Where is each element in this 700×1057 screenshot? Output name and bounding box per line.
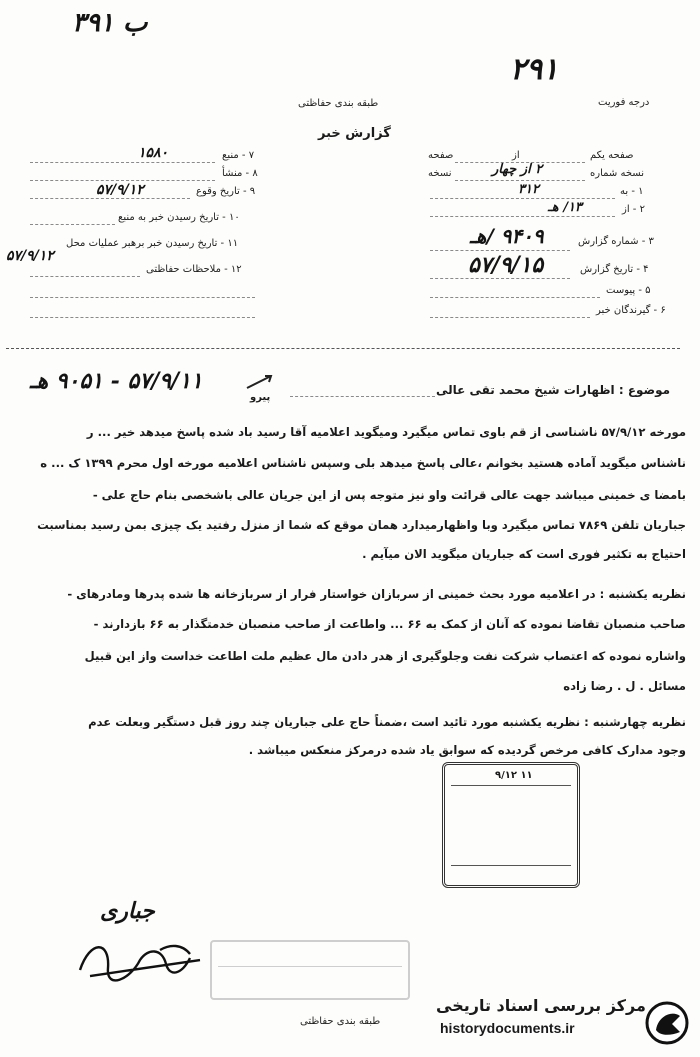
field-security-notes-line-2 <box>30 297 255 298</box>
field-received-by-source-label: ۱۰ - تاریخ رسیدن خبر به منبع <box>118 212 240 223</box>
field-recipients-label: ۶ - گیرندگان خبر <box>596 305 666 316</box>
reference-stamp-word: پیرو <box>250 392 271 403</box>
field-security-notes-label: ۱۲ - ملاحظات حفاظتی <box>146 264 242 275</box>
field-from-value: ۱۳/ هـ <box>548 200 582 215</box>
top-left-archive-number: ب ۳۹۱ <box>72 8 148 38</box>
field-copy-label: نسخه شماره <box>590 168 644 179</box>
field-received-by-ops-label: ۱۱ - تاریخ رسیدن خبر برهبر عملیات محل <box>66 238 239 249</box>
field-from-label: ۲ - از <box>622 204 645 215</box>
receipt-stamp-divider <box>218 966 402 967</box>
opinion-line: واشاره نموده که اعتصاب شرکت نفت وجلوگیری از هدر دادن مال عظیم ملت اطاعت خداست واز این قبیل <box>84 649 686 663</box>
field-report-number-line <box>430 250 570 251</box>
field-page-of: از <box>512 150 520 161</box>
field-source-line <box>30 162 215 163</box>
body-line: مورخه ۵۷/۹/۱۲ ناشناسی از قم باوی تماس میگیرد ومیگوید اعلامیه آقا رسید باد شده پاسخ میدهد خیر ... ر <box>86 425 686 439</box>
field-copy-value: ۲ از چهار <box>492 162 543 177</box>
field-report-date-value: ۵۷/۹/۱۵ <box>468 252 544 278</box>
signature-name: جباری <box>100 898 155 924</box>
priority-label: درجه فوریت <box>598 97 650 108</box>
field-occurrence-date-line <box>30 198 190 199</box>
stamp-divider <box>451 865 571 866</box>
field-page-text: صفحه یکم <box>590 150 634 161</box>
field-to-line <box>430 198 615 199</box>
field-report-number-value: ۹۴۰۹ /هـ <box>470 224 544 248</box>
opinion-line: مسائل . ل . رضا زاده <box>563 679 686 693</box>
field-received-by-ops-value: ۵۷/۹/۱۲ <box>6 248 54 264</box>
field-to-value: ۳۱۲ <box>518 182 539 197</box>
opinion-line: نظریه چهارشنبه : نظریه یکشنبه مورد تائید است ،ضمناً حاج علی جباریان چند روز قبل دستگیر وبعلت عدم <box>88 715 686 729</box>
signature-scribble-icon <box>70 930 210 1000</box>
body-line: احتیاج به تکثیر فوری است که جباریان میگوید الان میآیم . <box>362 547 686 561</box>
field-to-label: ۱ - به <box>620 186 644 197</box>
reference-stamp-arrow-icon <box>245 372 275 394</box>
subject-line-rule <box>290 396 435 397</box>
classification-label: طبقه بندی حفاظتی <box>298 98 379 109</box>
field-attachment-line <box>430 297 600 298</box>
field-page-label <box>590 150 634 161</box>
body-line: بامضا ی خمینی میباشد جهت عالی قرائت واو نیز متوجه پس از این جریان عالی باشخصی بنام حاج علی - <box>92 488 686 502</box>
opinion-line: نظریه یکشنبه : در اعلامیه مورد بحث خمینی از سربازان خواستار فرار از سربازخانه ها شده پدرها ومادرهای - <box>67 587 686 601</box>
report-title: گزارش خبر <box>318 126 391 141</box>
top-right-archive-number: ۲۹۱ <box>510 52 559 87</box>
field-attachment-label: ۵ - پیوست <box>606 285 651 296</box>
field-page-tail: صفحه <box>428 150 454 161</box>
field-recipients-line <box>430 317 590 318</box>
field-copy-tail: نسخه <box>428 168 452 179</box>
field-occurrence-date-value: ۵۷/۹/۱۲ <box>96 182 144 198</box>
field-report-date-line <box>430 278 570 279</box>
header-separator <box>6 348 680 349</box>
watermark-title: مرکز بررسی اسناد تاریخی <box>436 996 646 1015</box>
office-stamp <box>442 762 580 888</box>
field-origin-line <box>30 180 215 181</box>
field-security-notes-line-3 <box>30 317 255 318</box>
opinion-line: وجود مدارک کافی مرخص گردیده که سوابق یاد شده درمرکز منعکس میباشد . <box>248 743 686 757</box>
field-occurrence-date-label: ۹ - تاریخ وقوع <box>196 186 256 197</box>
receipt-stamp <box>210 940 410 1000</box>
field-from-line <box>430 216 615 217</box>
field-security-notes-line-1 <box>30 276 140 277</box>
field-source-label: ۷ - منبع <box>222 150 255 161</box>
body-line: ناشناس میگوید آماده هستید بخوانم ،عالی پاسخ میدهد بلی وسپس ناشناس اعلامیه مورخه اول محرم ۱۳۹۹ ک ... ه <box>40 456 686 470</box>
watermark-logo-icon <box>644 1000 690 1046</box>
footer-classification-label: طبقه بندی حفاظتی <box>300 1016 381 1027</box>
field-report-number-label: ۳ - شماره گزارش <box>578 236 654 247</box>
field-copy-line <box>455 180 585 181</box>
opinion-line: صاحب منصبان تقاضا نموده که آنان از کمک به ۶۶ ... واطاعت از صاحب منصبان خدمتگذار به ۶۶ بازدارند - <box>93 617 686 631</box>
reference-number: ۵۷/۹/۱۱ - ۹۰۵۱ هـ <box>30 368 203 394</box>
stamp-text: ۹/۱۲ ۱۱ <box>495 770 533 781</box>
field-source-value: ۱۵۸۰ <box>138 145 169 161</box>
subject-line: موضوع : اظهارات شیخ محمد تقی عالی <box>436 383 671 397</box>
field-origin-label: ۸ - منشأ <box>222 168 258 179</box>
watermark-url: historydocuments.ir <box>440 1020 575 1036</box>
field-report-date-label: ۴ - تاریخ گزارش <box>580 264 649 275</box>
field-received-by-source-line <box>30 224 115 225</box>
body-line: جباریان تلفن ۷۸۶۹ تماس میگیرد وبا واظهارمیدارد همان موقع که شما از منزل رفتید یک چیزی بمن رسید بمناسبت <box>37 518 686 532</box>
stamp-divider <box>451 785 571 786</box>
